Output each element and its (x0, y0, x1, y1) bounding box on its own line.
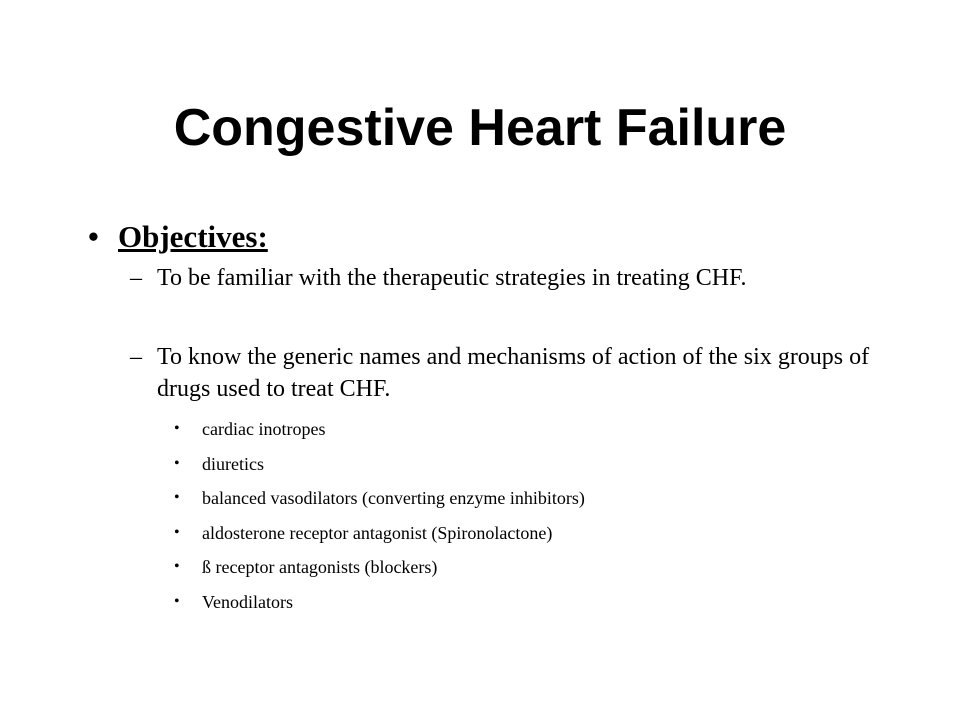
drug-group-text: Venodilators (202, 591, 293, 612)
objectives-label: Objectives: (118, 219, 268, 254)
objective-text: To be familiar with the therapeutic strategies in treating CHF. (157, 265, 747, 291)
bullet-icon: • (174, 592, 180, 610)
drug-group-text: balanced vasodilators (converting enzyme inhibitors) (202, 488, 585, 508)
drug-group-text: aldosterone receptor antagonist (Spironolactone) (202, 522, 553, 543)
slide-title: Congestive Heart Failure (173, 99, 787, 157)
drug-group-text: cardiac inotropes (202, 419, 326, 439)
objective-text: To know the generic names and mechanisms of action of the six groups of drugs used to treat CHF. (157, 344, 870, 402)
drug-group-text: ß receptor antagonists (blockers) (202, 557, 438, 577)
bullet-icon: • (174, 558, 180, 575)
drug-group-text: diuretics (202, 453, 264, 474)
objective-item (130, 341, 890, 405)
dash-marker: – (130, 344, 142, 370)
dash-marker: – (130, 265, 142, 291)
objective-item (130, 262, 890, 294)
bullet-icon: • (174, 454, 180, 472)
bullet-icon: • (174, 523, 180, 541)
bullet-icon: • (174, 420, 180, 437)
bullet-icon: • (88, 219, 99, 254)
bullet-icon: • (174, 489, 180, 506)
